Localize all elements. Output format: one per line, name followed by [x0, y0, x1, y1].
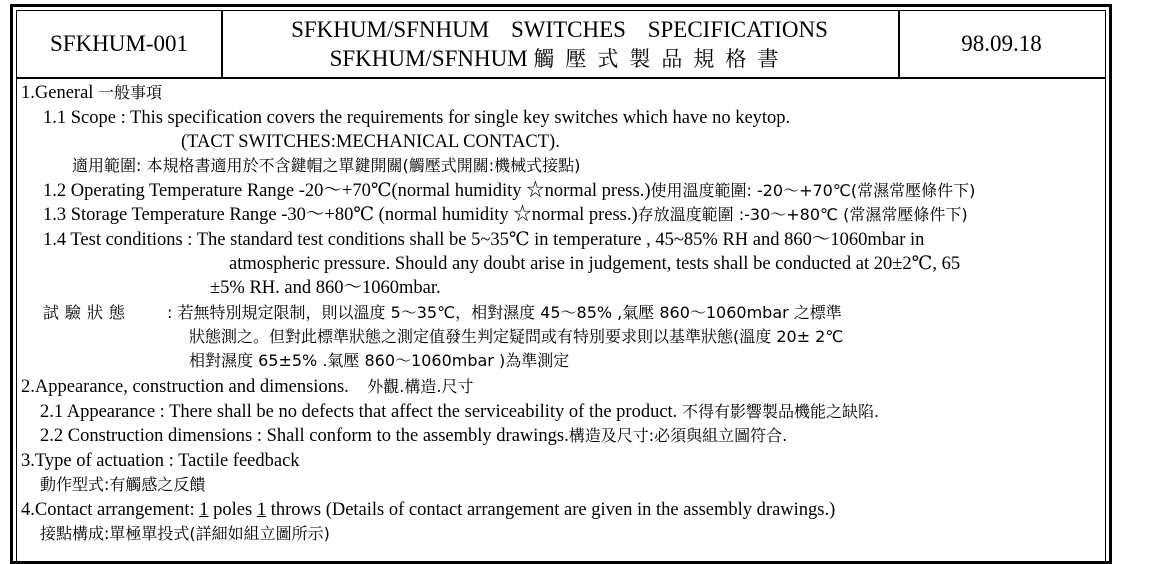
poles-count: 1 [199, 500, 209, 520]
scope-en: 1.1 Scope : This specification covers the requirements for single key switches which have no keytop. [43, 108, 791, 128]
actuation-zh: 動作型式:有觸感之反饋 [40, 475, 206, 494]
storage-temp-en: 1.3 Storage Temperature Range -30～+80℃ (normal humidity ☆normal press.) [43, 205, 638, 225]
section-2-heading-en: 2.Appearance, construction and dimensions. [21, 377, 349, 397]
section-4-heading [21, 498, 835, 522]
appearance [40, 400, 879, 424]
section-1-heading-zh: 一般事項 [98, 83, 163, 102]
construction-dimensions [40, 424, 787, 448]
storage-temp [43, 203, 968, 227]
throws-count: 1 [256, 500, 267, 520]
title-block [17, 11, 1105, 79]
test-conditions-en-cont-1: atmospheric pressure. Should any doubt arise in judgement, tests shall be conducted at 20±2℃, 65 [229, 254, 961, 274]
test-conditions-zh-label-text: 試驗狀態 [43, 303, 132, 322]
throws-label: throws (Details of contact arrangement are given in the assembly drawings.) [266, 500, 836, 520]
title-chinese-text: 觸壓式製品規格書 [533, 46, 790, 71]
test-conditions-zh-2: 狀態測之。但對此標準狀態之測定值發生判定疑問或有特別要求則以基準狀態(溫度 20± 2℃ [189, 327, 844, 346]
operating-temp [43, 179, 975, 203]
test-conditions-zh-label [43, 301, 131, 325]
construction-dimensions-zh: 構造及尺寸:必須與組立圖符合. [568, 426, 788, 445]
title-english: SFKHUM/SFNHUM SWITCHES SPECIFICATIONS [291, 16, 828, 42]
test-conditions-en-cont-2: ±5% RH. and 860～1060mbar. [210, 278, 441, 298]
storage-temp-zh: 存放溫度範圍 :-30～+80℃ (常濕常壓條件下) [637, 205, 968, 224]
document-title [221, 11, 900, 77]
section-1-heading [21, 81, 162, 105]
construction-dimensions-en: 2.2 Construction dimensions : Shall conform to the assembly drawings. [40, 426, 569, 446]
title-chinese [330, 44, 790, 74]
spec-sheet-inner-frame [16, 10, 1106, 561]
appearance-en: 2.1 Appearance : There shall be no defects that affect the serviceability of the product. [40, 402, 678, 422]
test-conditions-zh-3: 相對濕度 65±5% .氣壓 860～1060mbar )為準測定 [189, 351, 570, 370]
title-chinese-prefix: SFKHUM/SFNHUM [329, 45, 528, 71]
test-conditions-zh-1: : 若無特別規定限制，則以溫度 5～35℃，相對濕度 45～85% ,氣壓 860～1060mbar 之標準 [167, 303, 842, 322]
operating-temp-en: 1.2 Operating Temperature Range -20～+70℃(normal humidity ☆normal press.) [43, 181, 651, 201]
section-2-heading [21, 375, 473, 399]
contact-arrangement-zh: 接點構成:單極單投式(詳細如組立圖所示) [40, 524, 330, 543]
section-2-heading-zh: 外觀.構造.尺寸 [367, 377, 474, 396]
spec-sheet [10, 4, 1112, 564]
document-date: 98.09.18 [961, 31, 1042, 56]
appearance-zh: 不得有影響製品機能之缺陷. [681, 402, 880, 421]
scope-zh: 適用範圍: 本規格書適用於不含鍵帽之單鍵開關(觸壓式開關:機械式接點) [72, 156, 581, 175]
document-number: SFKHUM-001 [17, 11, 223, 77]
scope-en-continued: (TACT SWITCHES:MECHANICAL CONTACT). [181, 132, 560, 152]
section-1-heading-en: 1.General [21, 83, 94, 103]
test-conditions-en: 1.4 Test conditions : The standard test conditions shall be 5~35℃ in temperature , 45~85% RH and 860～1060mbar in [43, 230, 925, 250]
section-3-heading: 3.Type of actuation : Tactile feedback [21, 451, 300, 471]
contact-arrangement-label: 4.Contact arrangement: [21, 500, 195, 520]
poles-label: poles [208, 500, 257, 520]
operating-temp-zh: 使用溫度範圍: -20～+70℃(常濕常壓條件下) [650, 181, 976, 200]
